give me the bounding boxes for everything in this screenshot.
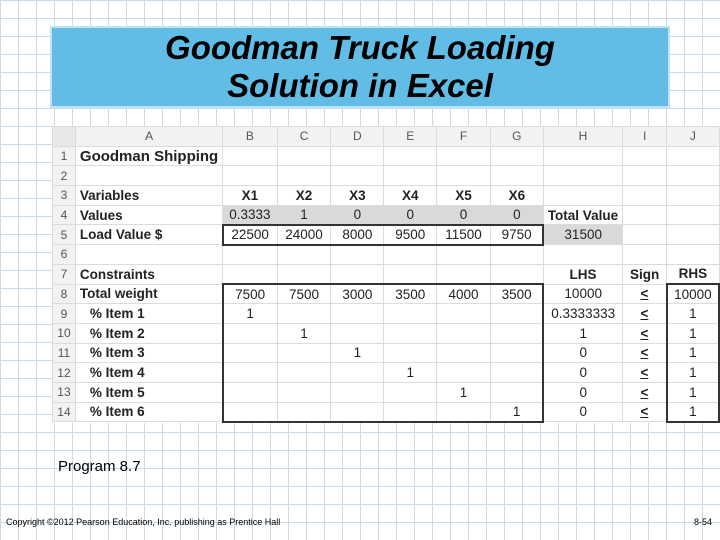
sheet-row bbox=[53, 284, 720, 304]
cell-i1[interactable] bbox=[623, 146, 667, 166]
sheet-row bbox=[53, 323, 720, 343]
cell-d2[interactable] bbox=[331, 166, 384, 186]
column-header-e[interactable]: E bbox=[384, 127, 437, 147]
cell-e10[interactable] bbox=[384, 323, 437, 343]
cell-i6[interactable] bbox=[623, 245, 667, 265]
cell-a4[interactable]: Values bbox=[75, 205, 222, 225]
cell-j2[interactable] bbox=[667, 166, 719, 186]
row-header[interactable]: 14 bbox=[53, 402, 76, 422]
cell-c9[interactable] bbox=[277, 304, 331, 324]
cell-g3[interactable]: X6 bbox=[490, 186, 543, 206]
row-header[interactable]: 11 bbox=[53, 343, 76, 363]
cell-f4[interactable]: 0 bbox=[437, 205, 491, 225]
cell-g5[interactable]: 9750 bbox=[490, 225, 543, 245]
cell-f2[interactable] bbox=[437, 166, 491, 186]
cell-g7[interactable] bbox=[490, 264, 543, 284]
cell-b13[interactable] bbox=[223, 382, 277, 402]
cell-d10[interactable] bbox=[331, 323, 384, 343]
cell-g2[interactable] bbox=[490, 166, 543, 186]
cell-c7[interactable] bbox=[277, 264, 331, 284]
cell-d3[interactable]: X3 bbox=[331, 186, 384, 206]
cell-a13[interactable]: % Item 5 bbox=[75, 382, 222, 402]
sheet-row bbox=[53, 264, 720, 284]
cell-g12[interactable] bbox=[490, 363, 543, 383]
cell-c2[interactable] bbox=[277, 166, 331, 186]
cell-a6[interactable] bbox=[75, 245, 222, 265]
cell-d8[interactable]: 3000 bbox=[331, 284, 384, 304]
cell-e3[interactable]: X4 bbox=[384, 186, 437, 206]
cell-h10[interactable]: 1 bbox=[543, 323, 622, 343]
cell-c6[interactable] bbox=[277, 245, 331, 265]
sheet-row bbox=[53, 363, 720, 383]
sheet-row bbox=[53, 382, 720, 402]
cell-i2[interactable] bbox=[623, 166, 667, 186]
cell-a3[interactable]: Variables bbox=[75, 186, 222, 206]
column-header-h[interactable]: H bbox=[543, 127, 622, 147]
cell-b12[interactable] bbox=[223, 363, 277, 383]
cell-j14[interactable]: 1 bbox=[667, 402, 719, 422]
cell-d1[interactable] bbox=[331, 146, 384, 166]
cell-g10[interactable] bbox=[490, 323, 543, 343]
sheet-row bbox=[53, 402, 720, 422]
column-header-c[interactable]: C bbox=[277, 127, 331, 147]
cell-i7[interactable]: Sign bbox=[623, 264, 667, 284]
cell-e1[interactable] bbox=[384, 146, 437, 166]
cell-g14[interactable]: 1 bbox=[490, 402, 543, 422]
cell-d14[interactable] bbox=[331, 402, 384, 422]
cell-b3[interactable]: X1 bbox=[223, 186, 277, 206]
row-header[interactable]: 3 bbox=[53, 186, 76, 206]
cell-b2[interactable] bbox=[223, 166, 277, 186]
cell-g8[interactable]: 3500 bbox=[490, 284, 543, 304]
spreadsheet bbox=[52, 126, 720, 423]
cell-f10[interactable] bbox=[437, 323, 491, 343]
cell-a7[interactable]: Constraints bbox=[75, 264, 222, 284]
cell-h1[interactable] bbox=[543, 146, 622, 166]
cell-h3[interactable] bbox=[543, 186, 622, 206]
cell-f11[interactable] bbox=[437, 343, 491, 363]
cell-d7[interactable] bbox=[331, 264, 384, 284]
column-header-b[interactable]: B bbox=[223, 127, 277, 147]
cell-i11[interactable]: < bbox=[623, 343, 667, 363]
column-header-g[interactable]: G bbox=[490, 127, 543, 147]
row-header[interactable]: 5 bbox=[53, 225, 76, 245]
cell-f6[interactable] bbox=[437, 245, 491, 265]
cell-f14[interactable] bbox=[437, 402, 491, 422]
cell-j3[interactable] bbox=[667, 186, 719, 206]
cell-g11[interactable] bbox=[490, 343, 543, 363]
row-header[interactable]: 10 bbox=[53, 323, 76, 343]
cell-b8[interactable]: 7500 bbox=[223, 284, 277, 304]
cell-c13[interactable] bbox=[277, 382, 331, 402]
column-header-f[interactable]: F bbox=[437, 127, 491, 147]
cell-j13[interactable]: 1 bbox=[667, 382, 719, 402]
cell-b9[interactable]: 1 bbox=[223, 304, 277, 324]
sheet-row bbox=[53, 343, 720, 363]
cell-c5[interactable]: 24000 bbox=[277, 225, 331, 245]
cell-h6[interactable] bbox=[543, 245, 622, 265]
cell-i10[interactable]: < bbox=[623, 323, 667, 343]
row-header[interactable]: 7 bbox=[53, 264, 76, 284]
cell-b4[interactable]: 0.3333 bbox=[223, 205, 277, 225]
cell-g4[interactable]: 0 bbox=[490, 205, 543, 225]
cell-e2[interactable] bbox=[384, 166, 437, 186]
cell-h5[interactable]: 31500 bbox=[543, 225, 622, 245]
cell-f3[interactable]: X5 bbox=[437, 186, 491, 206]
sheet-row bbox=[53, 205, 720, 225]
cell-g13[interactable] bbox=[490, 382, 543, 402]
cell-d12[interactable] bbox=[331, 363, 384, 383]
cell-i12[interactable]: < bbox=[623, 363, 667, 383]
cell-h9[interactable]: 0.3333333 bbox=[543, 304, 622, 324]
copyright-notice: Copyright ©2012 Pearson Education, Inc. publishing as Prentice Hall bbox=[6, 517, 281, 527]
cell-d6[interactable] bbox=[331, 245, 384, 265]
cell-c8[interactable]: 7500 bbox=[277, 284, 331, 304]
cell-f9[interactable] bbox=[437, 304, 491, 324]
cell-j5[interactable] bbox=[667, 225, 719, 245]
column-header-j[interactable]: J bbox=[667, 127, 719, 147]
row-header[interactable]: 13 bbox=[53, 382, 76, 402]
cell-j1[interactable] bbox=[667, 146, 719, 166]
row-header[interactable]: 4 bbox=[53, 205, 76, 225]
column-header-a[interactable]: A bbox=[75, 127, 222, 147]
sheet-row bbox=[53, 225, 720, 245]
cell-j9[interactable]: 1 bbox=[667, 304, 719, 324]
row-header[interactable]: 1 bbox=[53, 146, 76, 166]
cell-g1[interactable] bbox=[490, 146, 543, 166]
cell-b5[interactable]: 22500 bbox=[223, 225, 277, 245]
cell-e12[interactable]: 1 bbox=[384, 363, 437, 383]
cell-i8[interactable]: < bbox=[623, 284, 667, 304]
cell-h7[interactable]: LHS bbox=[543, 264, 622, 284]
cell-d9[interactable] bbox=[331, 304, 384, 324]
cell-j7[interactable]: RHS bbox=[667, 264, 719, 284]
slide-title bbox=[50, 26, 670, 108]
cell-g9[interactable] bbox=[490, 304, 543, 324]
column-header-d[interactable]: D bbox=[331, 127, 384, 147]
cell-c4[interactable]: 1 bbox=[277, 205, 331, 225]
cell-i5[interactable] bbox=[623, 225, 667, 245]
cell-d11[interactable]: 1 bbox=[331, 343, 384, 363]
cell-f8[interactable]: 4000 bbox=[437, 284, 491, 304]
cell-d4[interactable]: 0 bbox=[331, 205, 384, 225]
cell-b7[interactable] bbox=[223, 264, 277, 284]
cell-c10[interactable]: 1 bbox=[277, 323, 331, 343]
cell-a10[interactable]: % Item 2 bbox=[75, 323, 222, 343]
cell-i13[interactable]: < bbox=[623, 382, 667, 402]
slide-title-line1: Goodman Truck Loading bbox=[165, 29, 555, 66]
cell-e13[interactable] bbox=[384, 382, 437, 402]
cell-j6[interactable] bbox=[667, 245, 719, 265]
cell-f13[interactable]: 1 bbox=[437, 382, 491, 402]
cell-g6[interactable] bbox=[490, 245, 543, 265]
cell-e5[interactable]: 9500 bbox=[384, 225, 437, 245]
cell-e6[interactable] bbox=[384, 245, 437, 265]
sheet-row bbox=[53, 304, 720, 324]
select-all-corner[interactable] bbox=[53, 127, 76, 147]
cell-h13[interactable]: 0 bbox=[543, 382, 622, 402]
cell-a8[interactable]: Total weight bbox=[75, 284, 222, 304]
cell-j4[interactable] bbox=[667, 205, 719, 225]
cell-c12[interactable] bbox=[277, 363, 331, 383]
cell-i4[interactable] bbox=[623, 205, 667, 225]
cell-a14[interactable]: % Item 6 bbox=[75, 402, 222, 422]
cell-c3[interactable]: X2 bbox=[277, 186, 331, 206]
cell-e7[interactable] bbox=[384, 264, 437, 284]
program-caption: Program 8.7 bbox=[58, 458, 141, 475]
cell-c14[interactable] bbox=[277, 402, 331, 422]
cell-c11[interactable] bbox=[277, 343, 331, 363]
cell-i14[interactable]: < bbox=[623, 402, 667, 422]
cell-j12[interactable]: 1 bbox=[667, 363, 719, 383]
sheet-row bbox=[53, 146, 720, 166]
sheet-row bbox=[53, 166, 720, 186]
cell-f7[interactable] bbox=[437, 264, 491, 284]
cell-h14[interactable]: 0 bbox=[543, 402, 622, 422]
cell-b1[interactable] bbox=[223, 146, 277, 166]
cell-d13[interactable] bbox=[331, 382, 384, 402]
row-header[interactable]: 2 bbox=[53, 166, 76, 186]
cell-a12[interactable]: % Item 4 bbox=[75, 363, 222, 383]
column-header-row bbox=[53, 127, 720, 147]
cell-c1[interactable] bbox=[277, 146, 331, 166]
cell-f12[interactable] bbox=[437, 363, 491, 383]
cell-a2[interactable] bbox=[75, 166, 222, 186]
cell-d5[interactable]: 8000 bbox=[331, 225, 384, 245]
page-number: 8-54 bbox=[693, 517, 712, 527]
cell-j10[interactable]: 1 bbox=[667, 323, 719, 343]
row-header[interactable]: 6 bbox=[53, 245, 76, 265]
cell-h2[interactable] bbox=[543, 166, 622, 186]
cell-j8[interactable]: 10000 bbox=[667, 284, 719, 304]
cell-e8[interactable]: 3500 bbox=[384, 284, 437, 304]
cell-h4[interactable]: Total Value bbox=[543, 205, 622, 225]
cell-e11[interactable] bbox=[384, 343, 437, 363]
cell-h12[interactable]: 0 bbox=[543, 363, 622, 383]
slide-title-line2: Solution in Excel bbox=[227, 67, 493, 104]
row-header[interactable]: 9 bbox=[53, 304, 76, 324]
cell-h8[interactable]: 10000 bbox=[543, 284, 622, 304]
cell-b14[interactable] bbox=[223, 402, 277, 422]
cell-a9[interactable]: % Item 1 bbox=[75, 304, 222, 324]
cell-i3[interactable] bbox=[623, 186, 667, 206]
row-header[interactable]: 8 bbox=[53, 284, 76, 304]
cell-a1[interactable]: Goodman Shipping bbox=[75, 146, 222, 166]
cell-e9[interactable] bbox=[384, 304, 437, 324]
cell-f1[interactable] bbox=[437, 146, 491, 166]
cell-a11[interactable]: % Item 3 bbox=[75, 343, 222, 363]
sheet-row bbox=[53, 245, 720, 265]
cell-e4[interactable]: 0 bbox=[384, 205, 437, 225]
cell-b10[interactable] bbox=[223, 323, 277, 343]
row-header[interactable]: 12 bbox=[53, 363, 76, 383]
cell-a5[interactable]: Load Value $ bbox=[75, 225, 222, 245]
column-header-i[interactable]: I bbox=[623, 127, 667, 147]
cell-j11[interactable]: 1 bbox=[667, 343, 719, 363]
cell-i9[interactable]: < bbox=[623, 304, 667, 324]
sheet-body bbox=[53, 146, 720, 422]
cell-f5[interactable]: 11500 bbox=[437, 225, 491, 245]
cell-b6[interactable] bbox=[223, 245, 277, 265]
cell-b11[interactable] bbox=[223, 343, 277, 363]
sheet-row bbox=[53, 186, 720, 206]
cell-h11[interactable]: 0 bbox=[543, 343, 622, 363]
cell-e14[interactable] bbox=[384, 402, 437, 422]
